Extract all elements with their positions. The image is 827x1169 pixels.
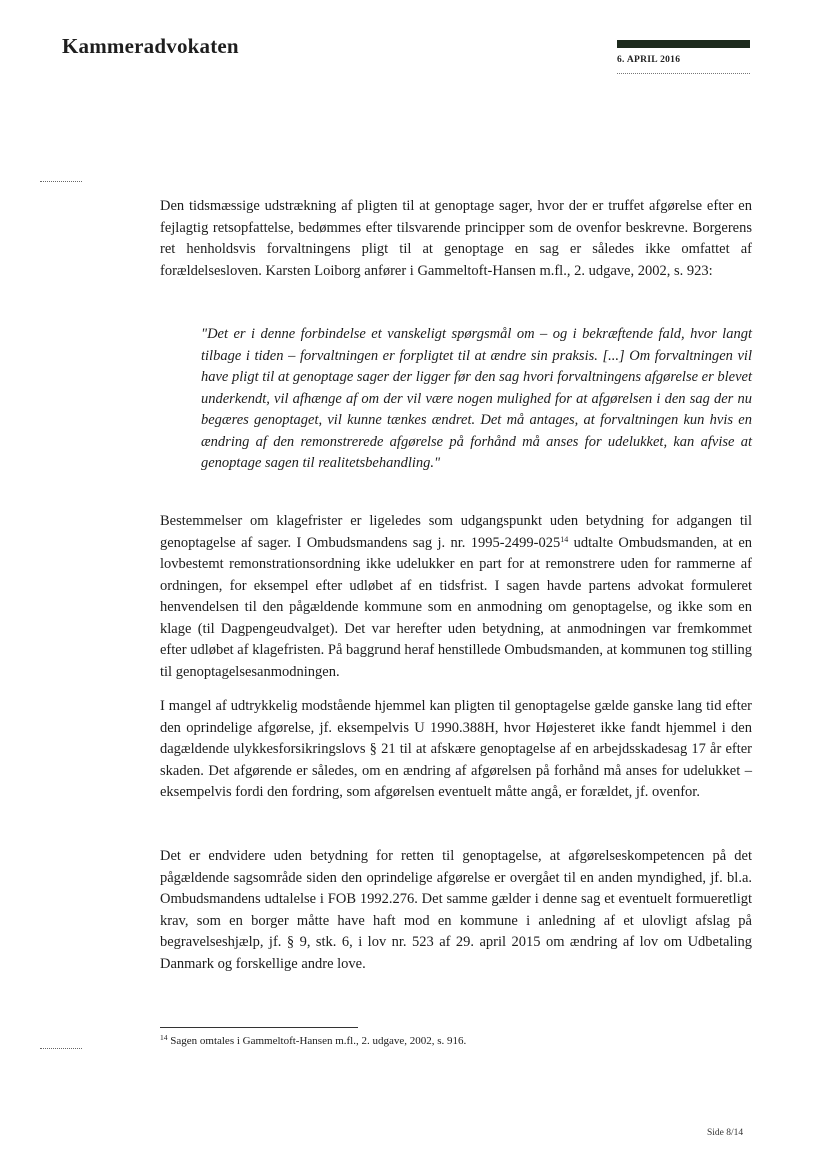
footnote-number: 14	[160, 1033, 168, 1042]
paragraph-2-part-1: Bestemmelser om klagefrister er ligeledes som udgangspunkt uden betydning for adgangen til genoptagelse af sager. I Ombudsmandens sag j. nr. 1995-2499-025	[160, 513, 752, 551]
footnote-divider	[160, 1027, 358, 1028]
footnote	[160, 1034, 466, 1048]
document-date: 6. APRIL 2016	[617, 55, 681, 65]
footnote-text: Sagen omtales i Gammeltoft-Hansen m.fl., 2. udgave, 2002, s. 916.	[167, 1035, 467, 1047]
brand-logo-text: Kammeradvokaten	[62, 34, 239, 58]
paragraph-2-part-2: udtalte Ombudsmanden, at en lovbestemt remonstrationsordning ikke udelukker en part for at remonstrere uden for rammerne af ordningen, for eksempel efter udløbet af en tidsfrist. I sagen havde partens advokat formuleret henvendelsen til den pågældende kommune som en anmodning om genoptagelse, og ikke som en klage (til Dagpengeudvalget). Det var herefter uden betydning, at anmodningen var fremkommet efter udløbet af klagefristen. På baggrund heraf henstillede Ombudsmanden, at kommunen tog stilling til genoptagelsesanmodningen.	[160, 534, 753, 680]
paragraph-1: Den tidsmæssige udstrækning af pligten til at genoptage sager, hvor der er truffet afgørelse efter en fejlagtig retsopfattelse, bedømmes efter tilsvarende principper som de ovenfor beskrevne. Borgerens ret henholdsvis forvaltningens pligt til at genoptage en sag er således ikke omfattet af forældelsesloven. Karsten Loiborg anfører i Gammeltoft-Hansen m.fl., 2. udgave, 2002, s. 923:	[160, 198, 752, 279]
margin-mark-top	[40, 181, 82, 182]
header-color-bar	[617, 40, 750, 48]
page-number: Side 8/14	[707, 1128, 744, 1138]
date-divider	[617, 73, 750, 74]
paragraph-4: Det er endvidere uden betydning for retten til genoptagelse, at afgørelseskompetencen på det pågældende sagsområde siden den oprindelige afgørelse er overgået til en anden myndighed, jf. bl.a. Ombudsmandens udtalelse i FOB 1992.276. Det samme gælder i denne sag et eventuelt formueretligt krav, som en borger måtte have haft mod en kommune i anledning af et ulovligt afslag på begravelseshjælp, jf. § 9, stk. 6, i lov nr. 523 af 29. april 2015 om ændring af lov om Udbetaling Danmark og forskellige andre love.	[160, 848, 752, 972]
block-quote: "Det er i denne forbindelse et vanskeligt spørgsmål om – og i bekræftende fald, hvor langt tilbage i tiden – forvaltningen er forpligtet til at ændre sin praksis. [...] Om forvaltningen vil have pligt til at genoptage sager der ligger før den sag hvori forvaltningens afgørelse er blevet underkendt, vil afhænge af om der vil være nogen mulighed for at afgørelsen i den sag der nu begæres genoptaget, vil kunne tænkes ændret. Det må antages, at forvaltningen kun hvis en ændring af den remonstrerede afgørelse på forhånd må anses for udelukket, kan afvise at genoptage sagen til realitetsbehandling."	[201, 326, 752, 471]
footnote-reference: 14	[560, 534, 569, 544]
margin-mark-bottom	[40, 1048, 82, 1049]
paragraph-3: I mangel af udtrykkelig modstående hjemmel kan pligten til genoptagelse gælde ganske lang tid efter den oprindelige afgørelse, jf. eksempelvis U 1990.388H, hvor Højesteret ikke fandt hjemmel i den dagældende ulykkesforsikringslovs § 21 til at afskære genoptagelse af en arbejdsskadesag 17 år efter skaden. Det afgørende er således, om en ændring af afgørelsen på forhånd må anses for udelukket – eksempelvis fordi den fordring, som afgørelsen eventuelt måtte angå, er forældet, jf. ovenfor.	[160, 698, 752, 800]
paragraph-2	[160, 511, 752, 683]
